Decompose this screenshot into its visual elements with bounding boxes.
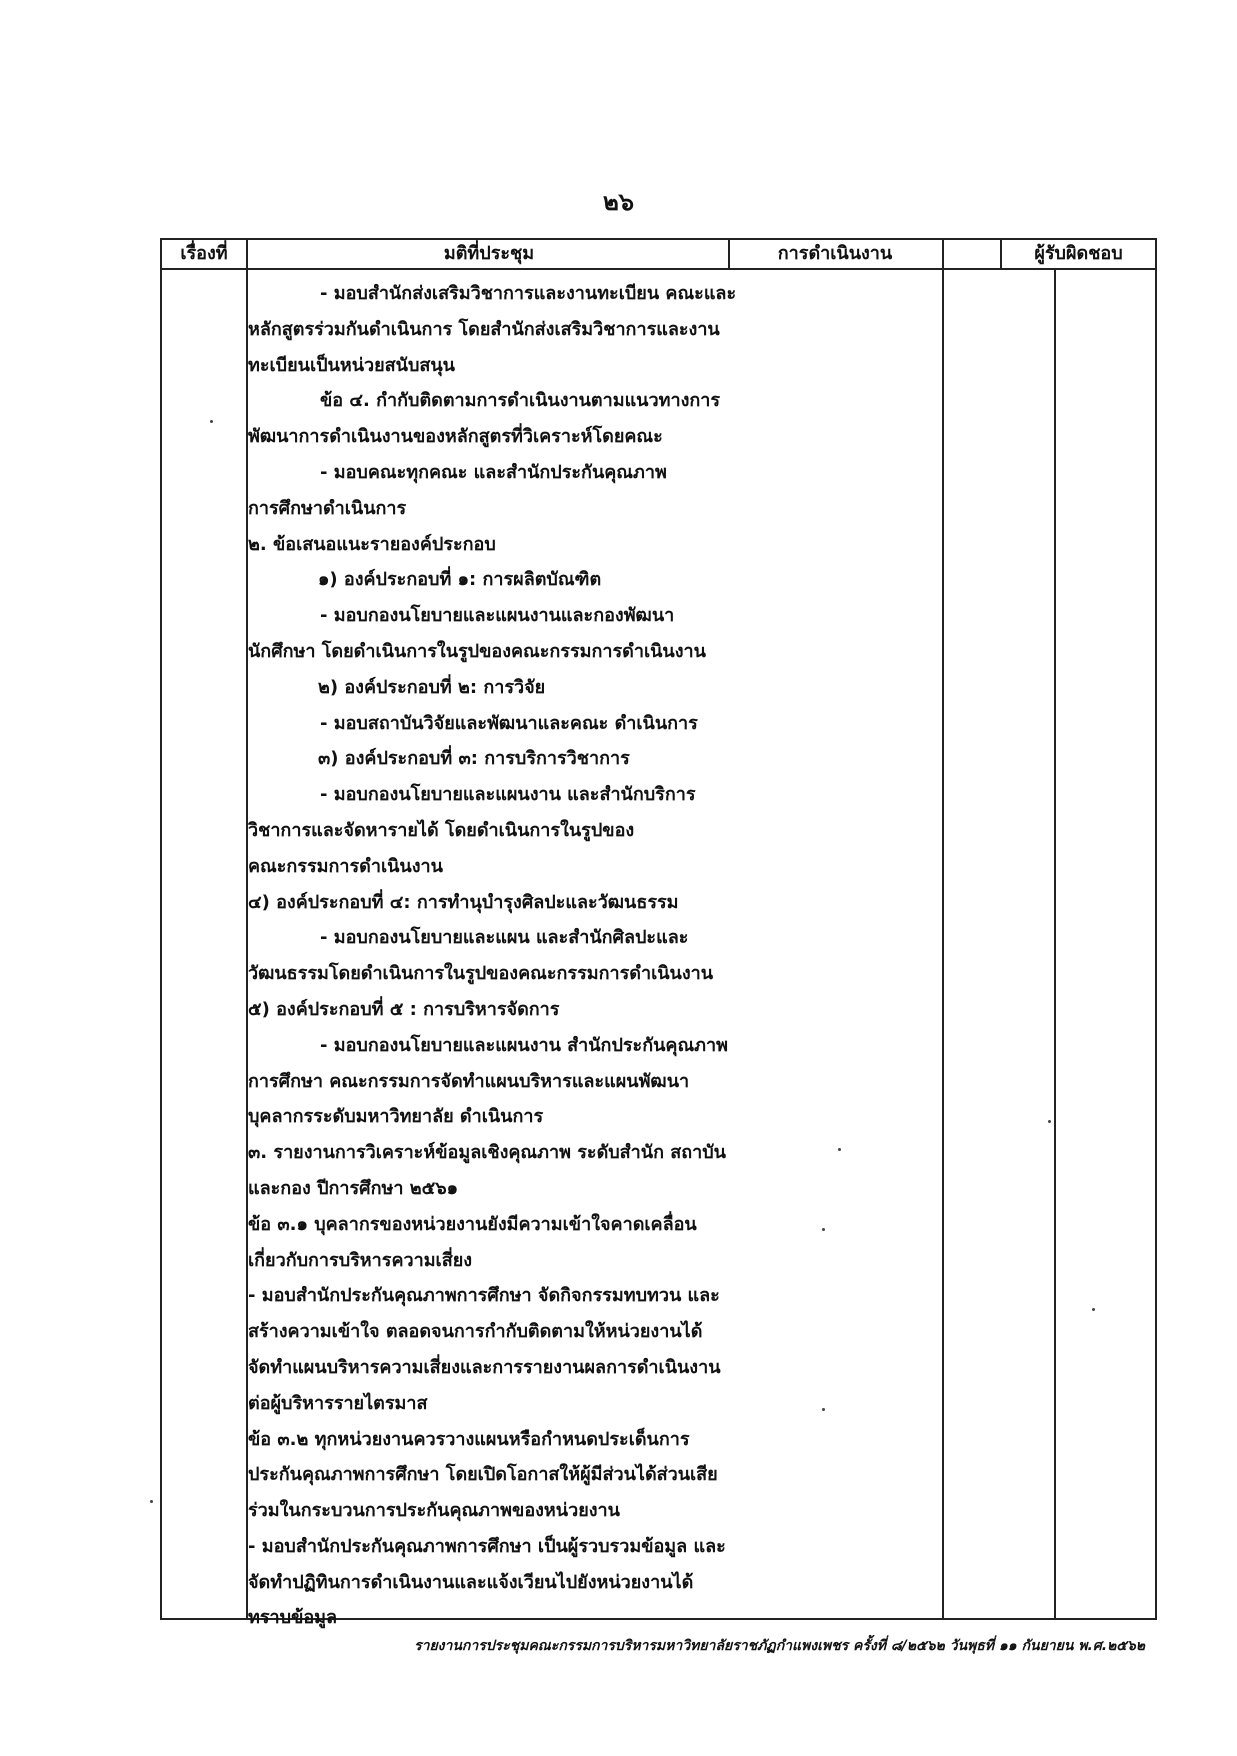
- header-action: การดำเนินงาน: [777, 243, 893, 264]
- resolution-line: - มอบกองนโยบายและแผนงาน สำนักประกันคุณภาพ: [320, 1034, 728, 1056]
- resolution-line: วิชาการและจัดหารายได้ โดยดำเนินการในรูปของ: [248, 819, 635, 841]
- scan-speck: [822, 1408, 825, 1411]
- scan-speck: [1092, 1308, 1095, 1311]
- resolution-line: ๓) องค์ประกอบที่ ๓: การบริการวิชาการ: [318, 748, 630, 770]
- resolution-line: สร้างความเข้าใจ ตลอดจนการกำกับติดตามให้หน่วยงานได้: [248, 1321, 703, 1343]
- resolution-line: การศึกษาดำเนินการ: [248, 497, 407, 519]
- resolution-line: ทราบข้อมูล: [248, 1607, 338, 1629]
- resolution-line: - มอบสถาบันวิจัยและพัฒนาและคณะ ดำเนินการ: [320, 712, 698, 734]
- resolution-line: ๒. ข้อเสนอแนะรายองค์ประกอบ: [248, 533, 496, 555]
- resolution-line: หลักสูตรร่วมกันดำเนินการ โดยสำนักส่งเสริมวิชาการและงาน: [248, 318, 720, 340]
- resolution-line: - มอบสำนักประกันคุณภาพการศึกษา เป็นผู้รวบรวมข้อมูล และ: [248, 1535, 726, 1557]
- resolution-line: บุคลากรระดับมหาวิทยาลัย ดำเนินการ: [248, 1106, 544, 1128]
- header-responsible: ผู้รับผิดชอบ: [1034, 243, 1123, 264]
- resolution-line: ๕) องค์ประกอบที่ ๕ : การบริหารจัดการ: [248, 998, 560, 1020]
- resolution-line: ๔) องค์ประกอบที่ ๔: การทำนุบำรุงศิลปะและวัฒนธรรม: [248, 891, 679, 913]
- resolution-line: นักศึกษา โดยดำเนินการในรูปของคณะกรรมการดำเนินงาน: [248, 640, 706, 662]
- resolution-line: วัฒนธรรมโดยดำเนินการในรูปของคณะกรรมการดำเนินงาน: [248, 963, 714, 985]
- header-resolution: มติที่ประชุม: [443, 243, 535, 264]
- resolution-line: ข้อ ๔. กำกับติดตามการดำเนินงานตามแนวทางการ: [320, 390, 721, 412]
- scan-speck: [150, 1500, 153, 1503]
- header-item-no: เรื่องที่: [180, 243, 228, 264]
- scan-speck: [822, 1228, 825, 1231]
- resolution-text: [248, 276, 924, 1636]
- table-header-row: [162, 240, 1155, 270]
- resolution-table: [160, 238, 1157, 1629]
- page-number: ๒๖: [602, 188, 635, 216]
- column-divider: [1000, 238, 1002, 268]
- resolution-line: ๑) องค์ประกอบที่ ๑: การผลิตบัณฑิต: [318, 569, 602, 591]
- column-divider: [942, 240, 944, 1618]
- resolution-line: ประกันคุณภาพการศึกษา โดยเปิดโอกาสให้ผู้มีส่วนได้ส่วนเสีย: [248, 1464, 718, 1486]
- resolution-line: ๒) องค์ประกอบที่ ๒: การวิจัย: [318, 676, 546, 698]
- resolution-line: ต่อผู้บริหารรายไตรมาส: [248, 1392, 428, 1414]
- scan-speck: [210, 420, 213, 423]
- resolution-line: และกอง ปีการศึกษา ๒๕๖๑: [248, 1177, 459, 1199]
- resolution-line: จัดทำปฏิทินการดำเนินงานและแจ้งเวียนไปยังหน่วยงานได้: [248, 1571, 694, 1593]
- resolution-line: ข้อ ๓.๑ บุคลากรของหน่วยงานยังมีความเข้าใจคาดเคลื่อน: [248, 1213, 697, 1235]
- resolution-line: ทะเบียนเป็นหน่วยสนับสนุน: [248, 354, 455, 376]
- column-divider: [728, 238, 730, 268]
- resolution-line: - มอบกองนโยบายและแผนงานและกองพัฒนา: [320, 605, 675, 627]
- resolution-line: ร่วมในกระบวนการประกันคุณภาพของหน่วยงาน: [248, 1500, 620, 1522]
- scan-speck: [1048, 1120, 1051, 1123]
- resolution-line: การศึกษา คณะกรรมการจัดทำแผนบริหารและแผนพัฒนา: [248, 1070, 690, 1092]
- column-divider: [1054, 268, 1056, 1618]
- resolution-line: พัฒนาการดำเนินงานของหลักสูตรที่วิเคราะห์โดยคณะ: [248, 426, 663, 448]
- resolution-line: - มอบคณะทุกคณะ และสำนักประกันคุณภาพ: [320, 461, 667, 483]
- resolution-line: - มอบกองนโยบายและแผน และสำนักศิลปะและ: [320, 927, 689, 949]
- scan-speck: [838, 1148, 841, 1151]
- resolution-line: จัดทำแผนบริหารความเสี่ยงและการรายงานผลการดำเนินงาน: [248, 1356, 721, 1378]
- resolution-line: - มอบสำนักส่งเสริมวิชาการและงานทะเบียน คณะและ: [320, 283, 737, 304]
- resolution-line: คณะกรรมการดำเนินงาน: [248, 855, 443, 877]
- document-footer: รายงานการประชุมคณะกรรมการบริหารมหาวิทยาลัยราชภัฏกำแพงเพชร ครั้งที่ ๘/๒๕๖๒ วันพุธที่ ๑๑ กันยายน พ.ศ.๒๕๖๒: [414, 1638, 1145, 1654]
- resolution-line: ๓. รายงานการวิเคราะห์ข้อมูลเชิงคุณภาพ ระดับสำนัก สถาบัน: [248, 1142, 726, 1164]
- resolution-line: - มอบกองนโยบายและแผนงาน และสำนักบริการ: [320, 784, 696, 806]
- resolution-line: ข้อ ๓.๒ ทุกหน่วยงานควรวางแผนหรือกำหนดประเด็นการ: [248, 1428, 690, 1450]
- resolution-line: เกี่ยวกับการบริหารความเสี่ยง: [248, 1249, 473, 1271]
- resolution-line: - มอบสำนักประกันคุณภาพการศึกษา จัดกิจกรรมทบทวน และ: [248, 1285, 720, 1307]
